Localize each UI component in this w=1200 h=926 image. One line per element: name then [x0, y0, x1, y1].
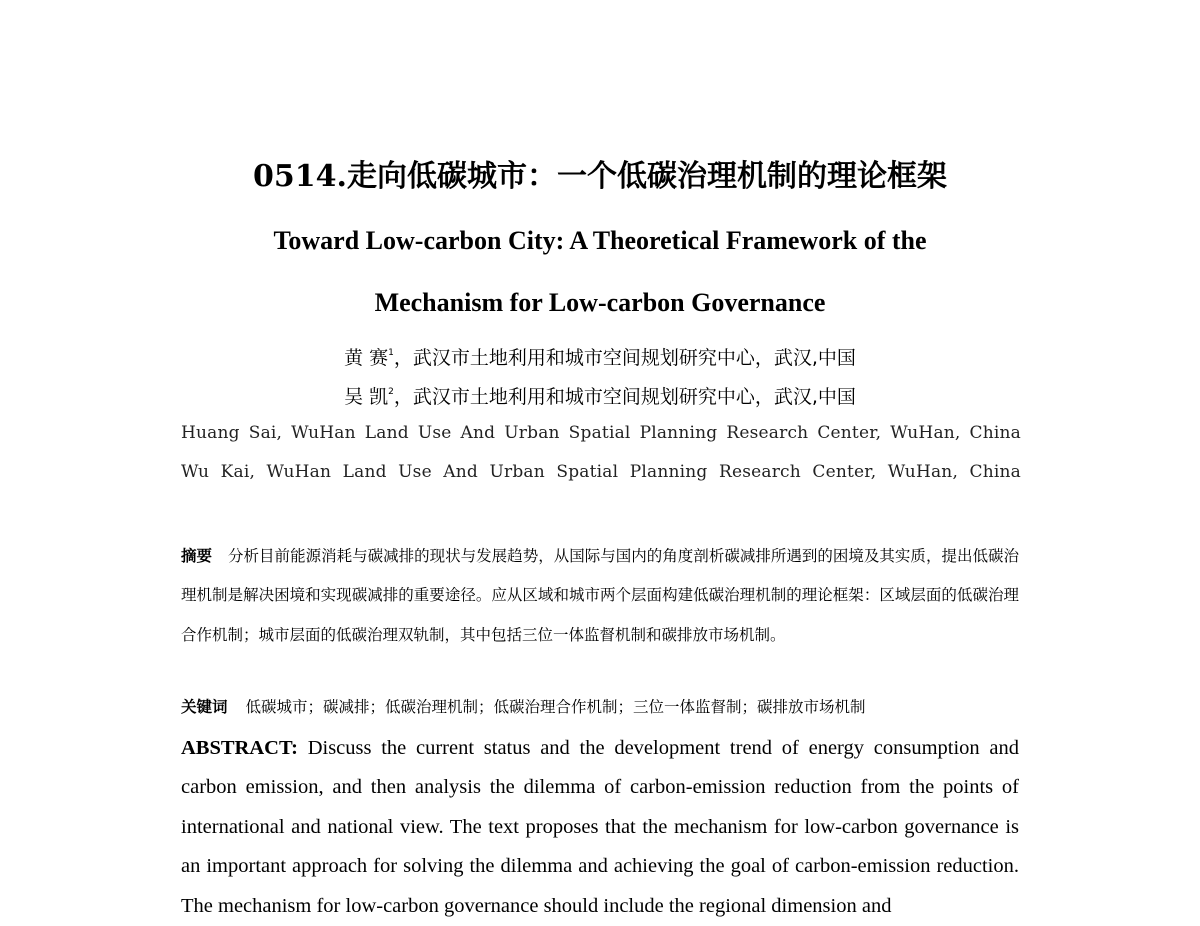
- keywords-label: 关键词: [181, 697, 228, 716]
- abstract-chinese-text: 分析目前能源消耗与碳减排的现状与发展趋势，从国际与国内的角度剖析碳减排所遇到的困境及其实质，提出低碳治理机制是解决困境和实现碳减排的重要途径。应从区域和城市两个层面构建低碳治理机制的理论框架：区域层面的低碳治理合作机制；城市层面的低碳治理双轨制，其中包括三位一体监督机制和碳排放市场机制。: [181, 547, 1019, 644]
- keywords-text: 低碳城市；碳减排；低碳治理机制；低碳治理合作机制；三位一体监督制；碳排放市场机制: [245, 698, 866, 716]
- author-1-chinese: [0, 339, 1200, 372]
- author-2-name: 吴 凯: [344, 386, 389, 408]
- author-2-chinese: [0, 378, 1200, 411]
- author-2-english: Wu Kai, WuHan Land Use And Urban Spatial Planning Research Center, WuHan, China: [181, 462, 1021, 482]
- author-1-english: Huang Sai, WuHan Land Use And Urban Spatial Planning Research Center, WuHan, China: [181, 423, 1021, 443]
- abstract-english: [181, 729, 1019, 926]
- author-1-superscript: 1: [388, 348, 394, 358]
- abstract-english-label: ABSTRACT:: [181, 737, 298, 759]
- abstract-chinese: [181, 536, 1019, 655]
- author-2-affiliation: ，武汉市土地利用和城市空间规划研究中心，武汉,中国: [393, 386, 856, 408]
- keywords-chinese: [181, 693, 1019, 721]
- paper-title-chinese: 0514.走向低碳城市：一个低碳治理机制的理论框架: [253, 159, 947, 194]
- abstract-chinese-label: 摘要: [181, 546, 213, 565]
- author-1-affiliation: ，武汉市土地利用和城市空间规划研究中心，武汉,中国: [393, 347, 856, 369]
- abstract-english-text: Discuss the current status and the development trend of energy consumption and carbon emission, and then analysis the dilemma of carbon-emission reduction from the points of international and national view. The text proposes that the mechanism for low-carbon governance is an important approach for solving the dilemma and achieving the goal of carbon-emission reduction. The mechanism for low-carbon governance should include the regional dimension and: [181, 737, 1019, 917]
- paper-title-english-line-1: Toward Low-carbon City: A Theoretical Framework of the: [273, 226, 927, 255]
- author-2-superscript: 2: [388, 387, 394, 397]
- paper-title-english-line-2: Mechanism for Low-carbon Governance: [374, 288, 826, 317]
- author-1-name: 黄 赛: [344, 347, 389, 369]
